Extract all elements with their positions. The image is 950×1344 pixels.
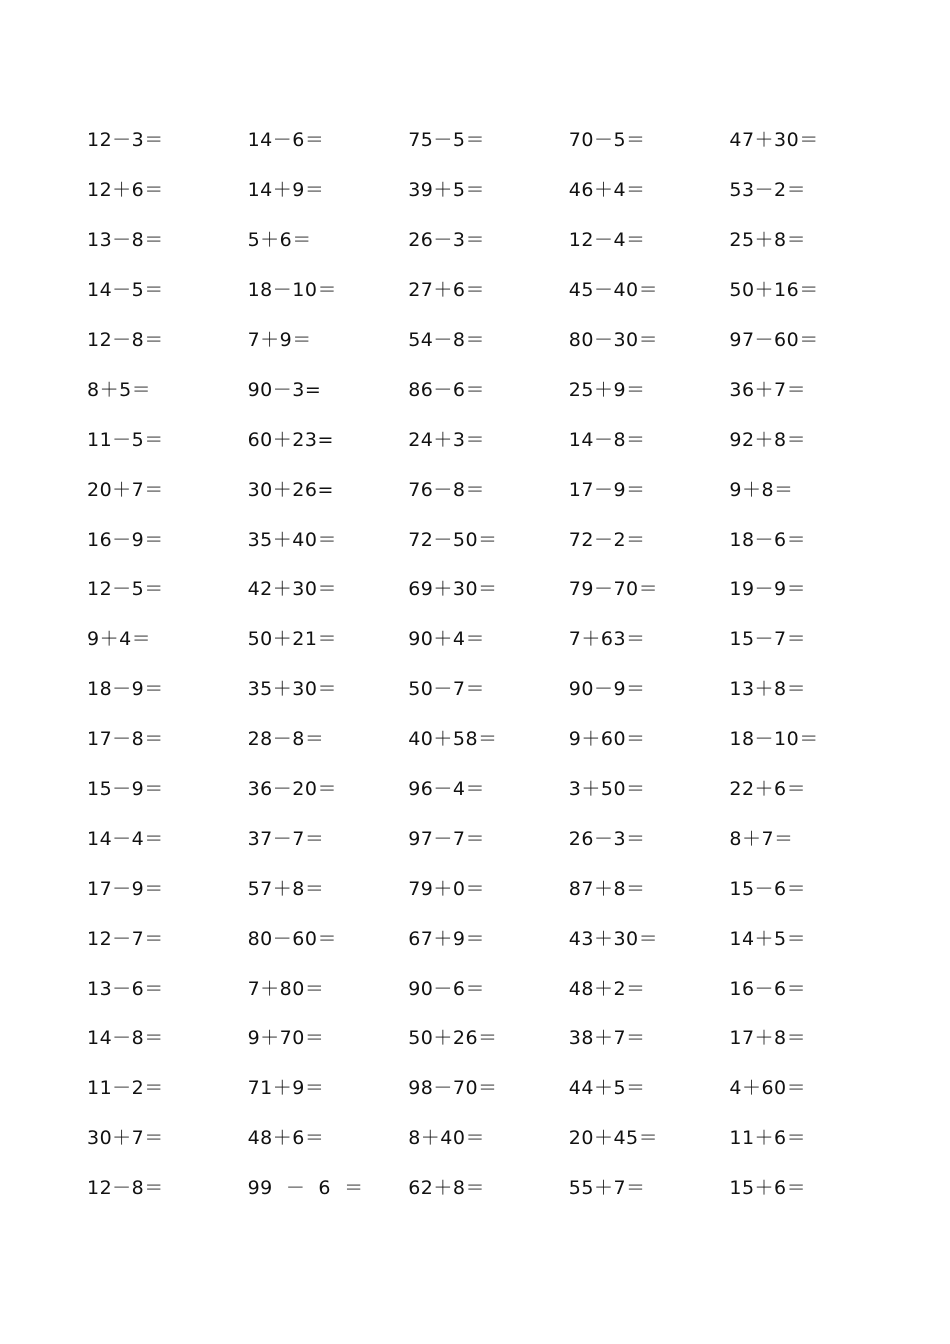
problem: 38＋7＝ bbox=[568, 1027, 646, 1050]
problem-row bbox=[87, 266, 907, 316]
problem: 90＋4＝ bbox=[408, 628, 485, 651]
problem: 17－9＝ bbox=[568, 478, 646, 501]
problem: 50－7＝ bbox=[408, 678, 485, 701]
problem-row bbox=[87, 615, 907, 665]
problem: 14－8＝ bbox=[568, 428, 646, 451]
problem-row bbox=[87, 216, 907, 266]
problem: 7＋9＝ bbox=[247, 329, 312, 351]
problem: 80－30＝ bbox=[568, 329, 659, 351]
problem: 87＋8＝ bbox=[568, 877, 646, 900]
problem: 40＋58＝ bbox=[408, 728, 498, 751]
problem-row bbox=[87, 1014, 907, 1064]
problem: 14－6＝ bbox=[247, 129, 325, 152]
problem: 79＋0＝ bbox=[408, 877, 485, 900]
problem: 11－2＝ bbox=[87, 1077, 164, 1100]
problem: 4＋60＝ bbox=[729, 1077, 807, 1100]
problem: 97－60＝ bbox=[729, 329, 819, 351]
problem: 3＋50＝ bbox=[568, 778, 646, 801]
problem: 70－5＝ bbox=[568, 129, 646, 152]
problem: 57＋8＝ bbox=[247, 877, 325, 900]
problem: 12－8＝ bbox=[87, 1177, 164, 1200]
problem-row bbox=[87, 914, 907, 964]
problem: 39＋5＝ bbox=[408, 179, 485, 202]
problem-row bbox=[87, 964, 907, 1014]
problem: 16－9＝ bbox=[87, 528, 164, 551]
problem: 11－5＝ bbox=[87, 428, 164, 451]
problem: 14－4＝ bbox=[87, 827, 164, 850]
problem: 28－8＝ bbox=[247, 728, 325, 751]
problem: 12－5＝ bbox=[87, 578, 164, 601]
problem: 17－8＝ bbox=[87, 728, 164, 751]
problem: 17－9＝ bbox=[87, 877, 164, 900]
problem: 36＋7＝ bbox=[729, 378, 807, 401]
problem: 18－9＝ bbox=[87, 678, 164, 701]
problem: 22＋6＝ bbox=[729, 778, 807, 801]
problem-row bbox=[87, 765, 907, 815]
problem: 97－7＝ bbox=[408, 827, 485, 850]
problem: 14－5＝ bbox=[87, 279, 164, 302]
problem: 14＋9＝ bbox=[247, 179, 325, 202]
problem-row bbox=[87, 715, 907, 765]
problem-row bbox=[87, 365, 907, 415]
problem: 26－3＝ bbox=[408, 229, 485, 252]
problem: 15－7＝ bbox=[729, 628, 807, 651]
problem: 14＋5＝ bbox=[729, 927, 807, 950]
problem: 86－6＝ bbox=[408, 378, 485, 401]
problem: 13－6＝ bbox=[87, 977, 164, 1000]
problem: 15＋6＝ bbox=[729, 1177, 807, 1200]
problem: 79－70＝ bbox=[568, 578, 659, 601]
problem: 98－70＝ bbox=[408, 1077, 498, 1100]
problem: 76－8＝ bbox=[408, 478, 485, 501]
problem: 99 － 6 ＝ bbox=[247, 1177, 364, 1200]
problem: 9＋70＝ bbox=[247, 1027, 325, 1050]
problem-row bbox=[87, 116, 907, 166]
problem: 50＋26＝ bbox=[408, 1027, 498, 1050]
problem: 60＋23= bbox=[247, 428, 334, 451]
problem: 43＋30＝ bbox=[568, 927, 659, 950]
problem: 75－5＝ bbox=[408, 129, 485, 152]
problem: 96－4＝ bbox=[408, 778, 485, 801]
problem: 13－8＝ bbox=[87, 229, 164, 252]
problem: 30＋7＝ bbox=[87, 1127, 164, 1150]
problem-row bbox=[87, 814, 907, 864]
problem: 27＋6＝ bbox=[408, 279, 485, 302]
problem: 37－7＝ bbox=[247, 827, 325, 850]
problem: 12－4＝ bbox=[568, 229, 646, 252]
problem: 55＋7＝ bbox=[568, 1177, 646, 1200]
problem: 12－8＝ bbox=[87, 329, 164, 351]
problem: 48＋2＝ bbox=[568, 977, 646, 1000]
problem-row bbox=[87, 465, 907, 515]
problem: 50＋16＝ bbox=[729, 279, 819, 302]
problem: 7＋80＝ bbox=[247, 977, 325, 1000]
problem: 30＋26= bbox=[247, 478, 334, 501]
problem: 42＋30＝ bbox=[247, 578, 337, 601]
problem: 25＋9＝ bbox=[568, 378, 646, 401]
problem-row bbox=[87, 515, 907, 565]
problem: 90－9＝ bbox=[568, 678, 646, 701]
problem: 18－10＝ bbox=[729, 728, 819, 751]
problem: 72－50＝ bbox=[408, 528, 498, 551]
problem: 80－60＝ bbox=[247, 927, 337, 950]
problem: 35＋30＝ bbox=[247, 678, 337, 701]
problem: 46＋4＝ bbox=[568, 179, 646, 202]
problem: 19－9＝ bbox=[729, 578, 807, 601]
problem: 8＋5＝ bbox=[87, 378, 152, 401]
problem: 71＋9＝ bbox=[247, 1077, 325, 1100]
problem: 26－3＝ bbox=[568, 827, 646, 850]
problem: 24＋3＝ bbox=[408, 428, 485, 451]
math-worksheet bbox=[87, 116, 907, 1214]
problem: 45－40＝ bbox=[568, 279, 659, 302]
problem-row bbox=[87, 316, 907, 366]
problem: 13＋8＝ bbox=[729, 678, 807, 701]
problem: 7＋63＝ bbox=[568, 628, 646, 651]
problem: 17＋8＝ bbox=[729, 1027, 807, 1050]
problem: 5＋6＝ bbox=[247, 229, 312, 252]
problem: 25＋8＝ bbox=[729, 229, 807, 252]
problem: 20＋45＝ bbox=[568, 1127, 659, 1150]
problem: 35＋40＝ bbox=[247, 528, 337, 551]
problem: 15－6＝ bbox=[729, 877, 807, 900]
problem: 9＋60＝ bbox=[568, 728, 646, 751]
problem: 18－10＝ bbox=[247, 279, 337, 302]
problem-row bbox=[87, 415, 907, 465]
problem: 44＋5＝ bbox=[568, 1077, 646, 1100]
problem: 16－6＝ bbox=[729, 977, 807, 1000]
problem: 18－6＝ bbox=[729, 528, 807, 551]
problem: 15－9＝ bbox=[87, 778, 164, 801]
problem: 90－6＝ bbox=[408, 977, 485, 1000]
problem-row bbox=[87, 166, 907, 216]
problem: 48＋6＝ bbox=[247, 1127, 325, 1150]
problem: 8＋7＝ bbox=[729, 827, 794, 850]
problem: 50＋21＝ bbox=[247, 628, 337, 651]
problem: 12－3＝ bbox=[87, 129, 164, 152]
problem: 36－20＝ bbox=[247, 778, 337, 801]
problem-row bbox=[87, 565, 907, 615]
problem: 12＋6＝ bbox=[87, 179, 164, 202]
problem: 90－3= bbox=[247, 378, 322, 401]
problem: 69＋30＝ bbox=[408, 578, 498, 601]
problem: 14－8＝ bbox=[87, 1027, 164, 1050]
problem: 92＋8＝ bbox=[729, 428, 807, 451]
problem-row bbox=[87, 864, 907, 914]
problem: 8＋40＝ bbox=[408, 1127, 485, 1150]
problem: 72－2＝ bbox=[568, 528, 646, 551]
problem: 53－2＝ bbox=[729, 179, 807, 202]
problem: 47＋30＝ bbox=[729, 129, 819, 152]
problem: 9＋8＝ bbox=[729, 478, 794, 501]
problem-row bbox=[87, 665, 907, 715]
problem-row bbox=[87, 1114, 907, 1164]
problem: 11＋6＝ bbox=[729, 1127, 807, 1150]
problem: 54－8＝ bbox=[408, 329, 485, 351]
problem: 67＋9＝ bbox=[408, 927, 485, 950]
problem: 9＋4＝ bbox=[87, 628, 152, 651]
problem: 20＋7＝ bbox=[87, 478, 164, 501]
problem-row bbox=[87, 1164, 907, 1214]
problem: 12－7＝ bbox=[87, 927, 164, 950]
problem-row bbox=[87, 1064, 907, 1114]
problem: 62＋8＝ bbox=[408, 1177, 485, 1200]
